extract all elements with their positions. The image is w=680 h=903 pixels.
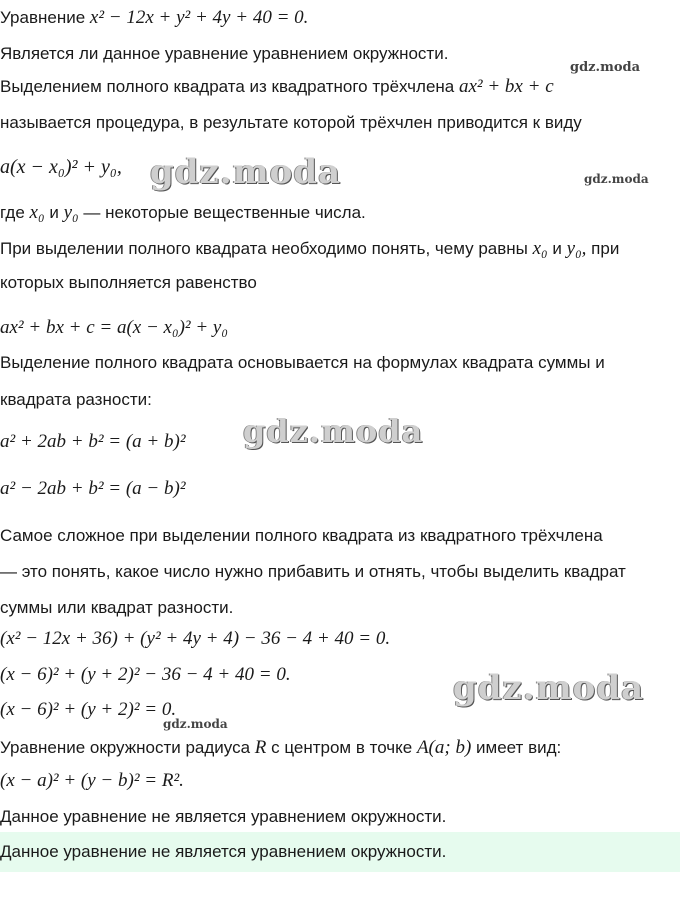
circle-formula: (x − a)² + (y − b)² = R². xyxy=(0,770,184,791)
answer-box xyxy=(0,832,680,872)
watermark: gdz.moda xyxy=(150,152,342,192)
line-definition-cont: называется процедура, в результате которой трёхчлен приводится к виду xyxy=(0,113,582,132)
step-1: (x² − 12x + 36) + (y² + 4y + 4) − 36 − 4 + 40 = 0. xyxy=(0,628,391,649)
line-equality-intro: которых выполняется равенство xyxy=(0,273,257,292)
where-text: где xyxy=(0,203,25,222)
equation-label: Уравнение xyxy=(0,8,86,27)
formula-diff-square: a² − 2ab + b² = (a − b)² xyxy=(0,478,186,499)
step-2: (x − 6)² + (y + 2)² − 36 − 4 + 40 = 0. xyxy=(0,664,291,685)
line-definition xyxy=(0,76,554,98)
answer-text: Данное уравнение не является уравнением окружности. xyxy=(0,842,447,861)
watermark: gdz.moda xyxy=(453,668,645,708)
line-hard-end: суммы или квадрат разности. xyxy=(0,598,234,617)
line-conclusion: Данное уравнение не является уравнением окружности. xyxy=(0,807,447,826)
y0-math: y₀ xyxy=(63,202,79,223)
line-equality: ax² + bx + c = a(x − x₀)² + y₀ xyxy=(0,317,228,338)
center-math: A(a; b) xyxy=(416,737,472,758)
x0-math: x₀ xyxy=(29,202,45,223)
line-need xyxy=(0,238,619,260)
watermark: gdz.moda xyxy=(163,717,228,731)
line-hard-cont: — это понять, какое число нужно прибавить и отнять, чтобы выделить квадрат xyxy=(0,562,626,581)
and-text: и xyxy=(552,239,562,258)
watermark: gdz.moda xyxy=(243,412,424,450)
line-where xyxy=(0,202,366,224)
definition-text: Выделением полного квадрата из квадратного трёхчлена xyxy=(0,77,455,96)
watermark: gdz.moda xyxy=(570,60,641,75)
circle-def-text: Уравнение окружности радиуса xyxy=(0,738,251,757)
formula-sum-square: a² + 2ab + b² = (a + b)² xyxy=(0,431,186,452)
line-equation xyxy=(0,7,308,29)
line-based: Выделение полного квадрата основывается на формулах квадрата суммы и xyxy=(0,353,605,372)
watermark: gdz.moda xyxy=(584,172,649,186)
trinomial-math: ax² + bx + c xyxy=(458,76,554,97)
step-3: (x − 6)² + (y + 2)² = 0. xyxy=(0,699,177,720)
and-text: и xyxy=(49,203,59,222)
where-suffix: — некоторые вещественные числа. xyxy=(83,203,366,222)
x0-math: x₀ xyxy=(532,238,548,259)
circle-def-mid: с центром в точке xyxy=(271,738,413,757)
line-circle-def xyxy=(0,737,561,759)
need-suffix: при xyxy=(591,239,620,258)
equation-math: x² − 12x + y² + 4y + 40 = 0. xyxy=(89,7,309,28)
line-question: Является ли данное уравнение уравнением окружности. xyxy=(0,44,449,63)
line-hard: Самое сложное при выделении полного квадрата из квадратного трёхчлена xyxy=(0,526,603,545)
circle-def-suffix: имеет вид: xyxy=(476,738,562,757)
radius-math: R xyxy=(254,737,267,758)
y0-math: y₀, xyxy=(566,238,587,259)
line-form: a(x − x₀)² + y₀, xyxy=(0,156,122,178)
line-based-cont: квадрата разности: xyxy=(0,390,152,409)
need-text: При выделении полного квадрата необходимо понять, чему равны xyxy=(0,239,528,258)
